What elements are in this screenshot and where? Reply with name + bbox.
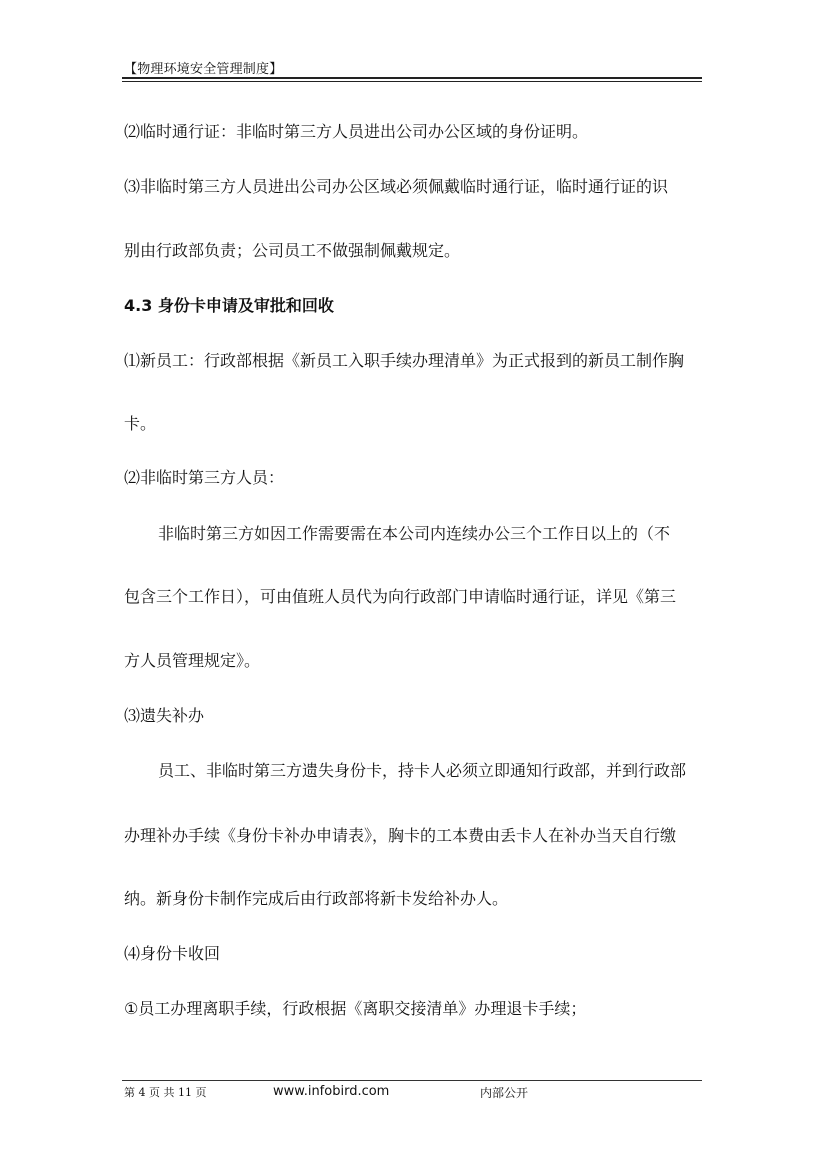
section-heading: 4.3 身份卡申请及审批和回收 (124, 296, 334, 315)
paragraph-line: 员工、非临时第三方遗失身份卡，持卡人必须立即通知行政部，并到行政部 (158, 761, 687, 780)
paragraph-line: 方人员管理规定》。 (124, 651, 261, 670)
header-rule-thick (122, 77, 702, 79)
paragraph-line: ①员工办理离职手续，行政根据《离职交接清单》办理退卡手续； (124, 999, 587, 1018)
page-header: 【物理环境安全管理制度】 (124, 62, 283, 77)
footer-rule (122, 1080, 702, 1081)
footer-classification: 内部公开 (480, 1086, 529, 1100)
paragraph-line: 包含三个工作日），可由值班人员代为向行政部门申请临时通行证，详见《第三 (124, 587, 677, 606)
paragraph-line: 卡。 (124, 414, 157, 433)
paragraph-line: 纳。新身份卡制作完成后由行政部将新卡发给补办人。 (124, 889, 509, 908)
paragraph-line: 非临时第三方如因工作需要需在本公司内连续办公三个工作日以上的（不 (158, 524, 671, 543)
paragraph-line: ⑵非临时第三方人员： (124, 468, 285, 487)
paragraph-line: ⑶遗失补办 (124, 706, 205, 725)
paragraph-line: 别由行政部负责；公司员工不做强制佩戴规定。 (124, 241, 461, 260)
footer-page-number: 第 4 页 共 11 页 (124, 1086, 207, 1099)
paragraph-line: ⑷身份卡收回 (124, 944, 221, 963)
paragraph-line: ⑵临时通行证：非临时第三方人员进出公司办公区域的身份证明。 (124, 122, 589, 141)
paragraph-line: ⑴新员工：行政部根据《新员工入职手续办理清单》为正式报到的新员工制作胸 (124, 351, 685, 370)
footer-url: www.infobird.com (273, 1084, 390, 1099)
paragraph-line: 办理补办手续《身份卡补办申请表》，胸卡的工本费由丢卡人在补办当天自行缴 (124, 826, 677, 845)
paragraph-line: ⑶非临时第三方人员进出公司办公区域必须佩戴临时通行证，临时通行证的识 (124, 177, 669, 196)
header-rule-thin (122, 81, 702, 82)
